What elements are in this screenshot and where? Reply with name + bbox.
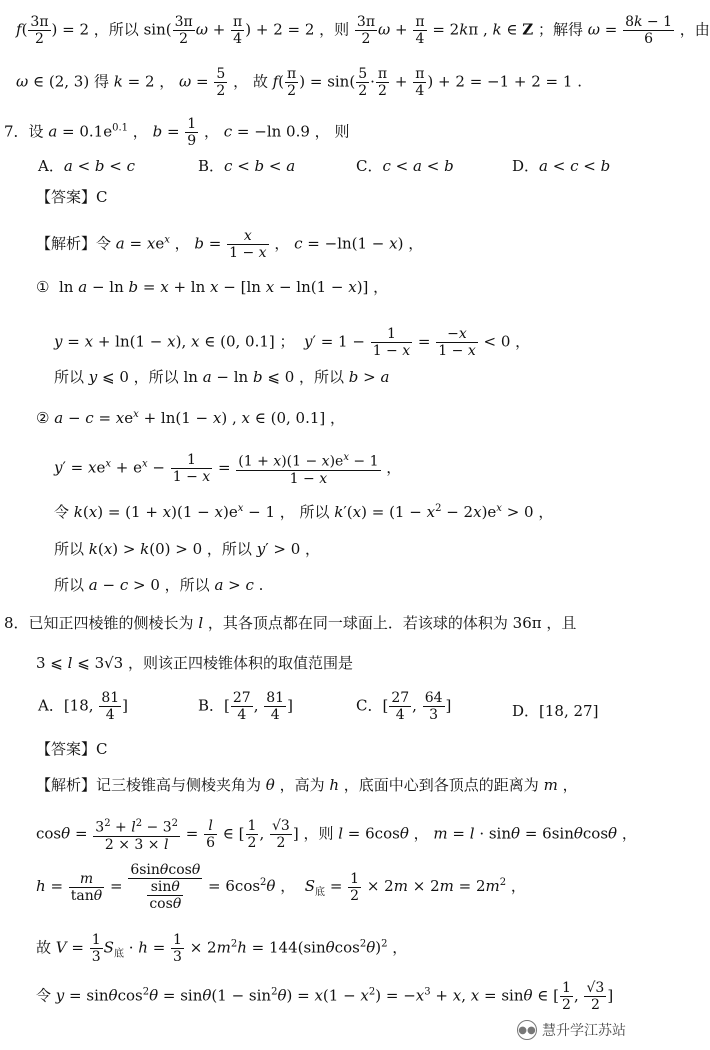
- wechat-icon: ●●: [517, 1020, 537, 1040]
- watermark-text: 慧升学江苏站: [542, 1023, 626, 1039]
- q8-step-4: 令 $y = \sin\theta\cos^2\theta = \sin\theta(1 - \sin^2\theta) = x(1 - x^2) = -x^3 + x$, x = sinθ ∈ [ $\frac{1}{2}$ , $\frac{√3}{2}$ ]: [36, 980, 614, 1013]
- q7-step-5: $y' = xe^x + e^x$ − $\frac{1}{1 - x}$ = $\frac{(1 + x)(1 - x)e^x - 1}{1 - x}$ ，: [54, 451, 402, 487]
- q7-step-3: 所以 y ⩽ 0 ，所以 ln a − ln b ⩽ 0 ，所以 b > a: [54, 368, 390, 386]
- q8-option-b[interactable]: B．[ $\frac{27}{4}$ , $\frac{81}{4}$ ]: [198, 690, 293, 723]
- q7-option-a[interactable]: A．a < b < c: [38, 157, 136, 175]
- q7-step-6: 令 $k(x) = (1 + x)(1 - x)e^x - 1$ ， 所以 $k'(x) = (1 - x^2 - 2x)e^x > 0$ ，: [54, 503, 554, 521]
- watermark: [517, 1020, 626, 1040]
- q7-analysis: 【解析】令 $a = xe^x$ ， b = $\frac{x}{1 - x}$ ， c = −ln(1 − x) ，: [36, 228, 424, 261]
- q8-step-3: 故 V = $\frac{1}{3}$ $S_底 \cdot h$ = $\frac{1}{3}$ × $2m^2h = 144(\sin\theta\cos^2\theta)^2$ ，: [36, 932, 408, 965]
- q8-option-c[interactable]: C．[ $\frac{27}{4}$ , $\frac{64}{3}$ ]: [356, 690, 452, 723]
- q7-step-8: 所以 a − c > 0 ，所以 a > c .: [54, 576, 264, 594]
- q8-step-2: h = $\frac{m}{\tan\theta}$ = $\frac{6\sin\theta\cos\theta}{\frac{\sin\theta}{\cos\theta}}$ = $6\cos^2\theta$ ， $S_底$ = $\frac{1}{2}$ × $2m \times 2m = 2m^2$ ，: [36, 862, 526, 912]
- q7-option-b[interactable]: B．c < b < a: [198, 157, 296, 175]
- q7-step-1: ① ln a − ln b = x + ln x − [ln x − ln(1 − x)] ，: [36, 278, 389, 296]
- question-8: 8．已知正四棱锥的侧棱长为 l ，其各顶点都在同一球面上．若该球的体积为 36π ，且: [4, 614, 577, 632]
- q8-answer: 【答案】C: [36, 740, 108, 758]
- q7-option-c[interactable]: C．c < a < b: [356, 157, 454, 175]
- q8-option-a[interactable]: A．[18, $\frac{81}{4}$ ]: [38, 690, 128, 723]
- q7-step-2: y = x + ln(1 − x), x ∈ (0, 0.1] ； y′ = 1 − $\frac{1}{1 - x}$ = $\frac{-x}{1 - x}$ < 0 ，: [54, 326, 531, 359]
- question-8-cont: 3 ⩽ l ⩽ 3√3 ，则该正四棱锥体积的取值范围是: [36, 654, 353, 672]
- solution-line-1: f( $\frac{3\pi}{2}$ ) = 2 ，所以 sin( $\frac{3\pi}{2}$ ω + $\frac{\pi}{4}$ ) + 2 = 2 ，则 $\frac{3\pi}{2}$ ω + $\frac{\pi}{4}$ = 2kπ , k ∈ Z ；解得 ω = $\frac{8k - 1}{6}$ ，由: [16, 14, 710, 47]
- solution-line-2: ω ∈ (2, 3) 得 k = 2 ， ω = $\frac{5}{2}$ ， 故 f( $\frac{\pi}{2}$ ) = sin( $\frac{5}{2}$ · $\frac{\pi}{2}$ + $\frac{\pi}{4}$ ) + 2 = −1 + 2 = 1 .: [16, 66, 582, 99]
- q7-step-4: ② $a - c = xe^x + \ln(1 - x)$ , x ∈ (0, 0.1] ，: [36, 409, 345, 427]
- q8-analysis: 【解析】记三棱锥高与侧棱夹角为 θ ，高为 h ，底面中心到各顶点的距离为 m ，: [36, 776, 578, 794]
- q8-step-1: cosθ = $\frac{3^2 + l^2 - 3^2}{2 \times 3 \times l}$ = $\frac{l}{6}$ ∈ [ $\frac{1}{2}$ , $\frac{√3}{2}$ ] ，则 l = 6cosθ ， m = l · sinθ = 6sinθcosθ ，: [36, 817, 637, 853]
- q7-step-7: 所以 k(x) > k(0) > 0 ，所以 y′ > 0 ，: [54, 540, 321, 558]
- question-7: 7．设 $a = 0.1e^{0.1}$ ， b = $\frac{1}{9}$ ， c = −ln 0.9 ， 则: [4, 116, 350, 149]
- q8-option-d[interactable]: D．[18, 27]: [512, 702, 599, 720]
- q7-answer: 【答案】C: [36, 188, 108, 206]
- q7-option-d[interactable]: D．a < c < b: [512, 157, 611, 175]
